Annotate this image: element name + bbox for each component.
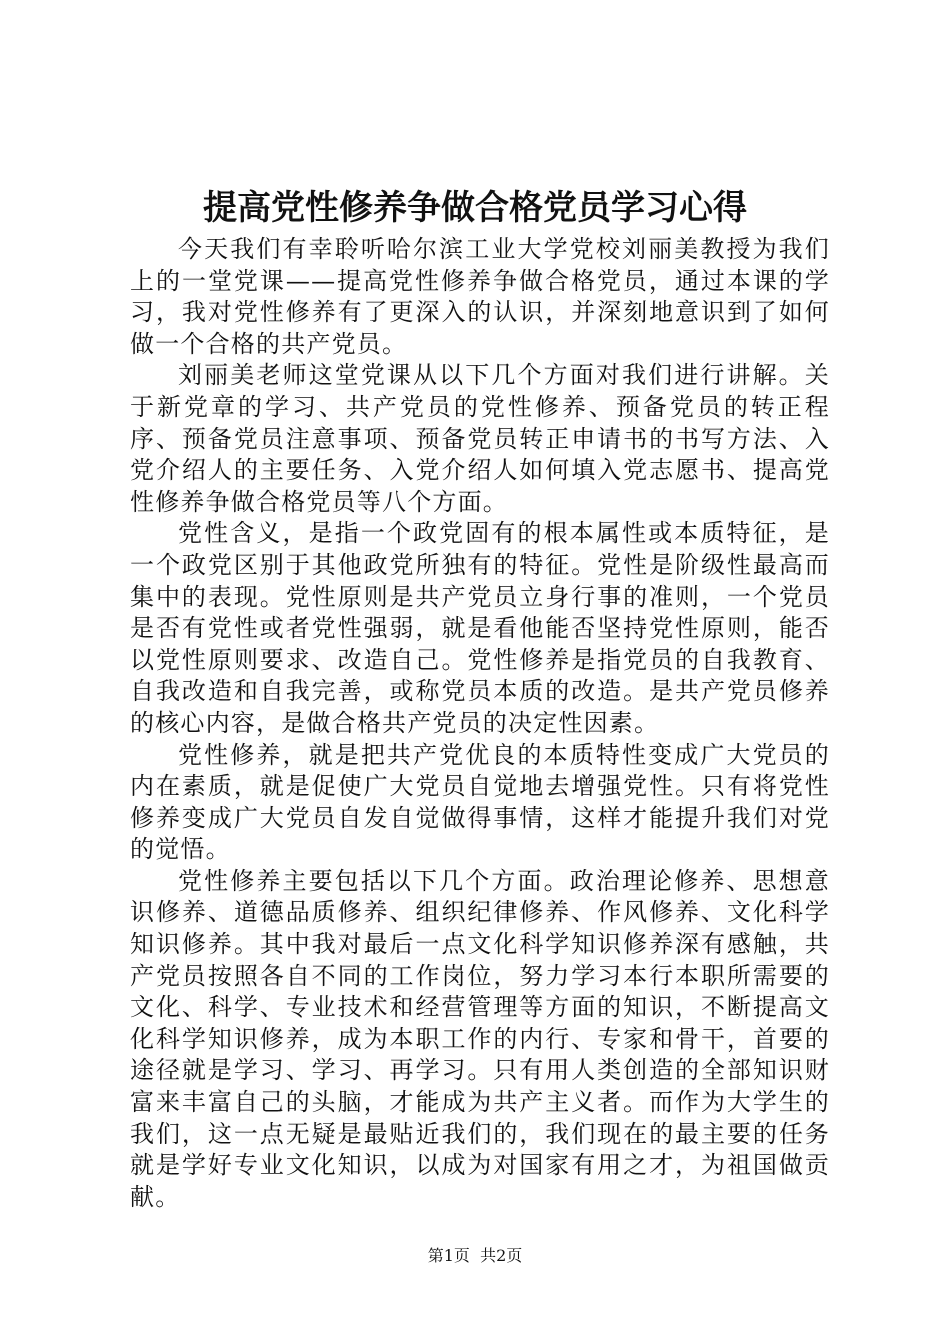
document-body [130, 234, 830, 1213]
page-number: 第1页 共2页 [427, 1246, 523, 1265]
paragraph-1: 今天我们有幸聆听哈尔滨工业大学党校刘丽美教授为我们上的一堂党课——提高党性修养争做合格党员，通过本课的学习，我对党性修养有了更深入的认识，并深刻地意识到了如何做一个合格的共产党员。 [130, 235, 830, 358]
paragraph-5: 党性修养主要包括以下几个方面。政治理论修养、思想意识修养、道德品质修养、组织纪律修养、作风修养、文化科学知识修养。其中我对最后一点文化科学知识修养深有感触，共产党员按照各自不同的工作岗位，努力学习本行本职所需要的文化、科学、专业技术和经营管理等方面的知识，不断提高文化科学知识修养，成为本职工作的内行、专家和骨干，首要的途径就是学习、学习、再学习。只有用人类创造的全部知识财富来丰富自己的头脑，才能成为共产主义者。而作为大学生的我们，这一点无疑是最贴近我们的，我们现在的最主要的任务就是学好专业文化知识，以成为对国家有用之才，为祖国做贡献。 [130, 866, 830, 1211]
paragraph-2: 刘丽美老师这堂党课从以下几个方面对我们进行讲解。关于新党章的学习、共产党员的党性修养、预备党员的转正程序、预备党员注意事项、预备党员转正申请书的书写方法、入党介绍人的主要任务、入党介绍人如何填入党志愿书、提高党性修养争做合格党员等八个方面。 [130, 361, 830, 516]
page-footer [0, 1245, 950, 1267]
paragraph-3: 党性含义，是指一个政党固有的根本属性或本质特征，是一个政党区别于其他政党所独有的特征。党性是阶级性最高而集中的表现。党性原则是共产党员立身行事的准则，一个党员是否有党性或者党性强弱，就是看他能否坚持党性原则，能否以党性原则要求、改造自己。党性修养是指党员的自我教育、自我改造和自我完善，或称党员本质的改造。是共产党员修养的核心内容，是做合格共产党员的决定性因素。 [130, 519, 830, 737]
document-title: 提高党性修养争做合格党员学习心得 [203, 188, 747, 228]
paragraph-4: 党性修养，就是把共产党优良的本质特性变成广大党员的内在素质，就是促使广大党员自觉地去增强党性。只有将党性修养变成广大党员自发自觉做得事情，这样才能提升我们对党的觉悟。 [130, 740, 830, 864]
